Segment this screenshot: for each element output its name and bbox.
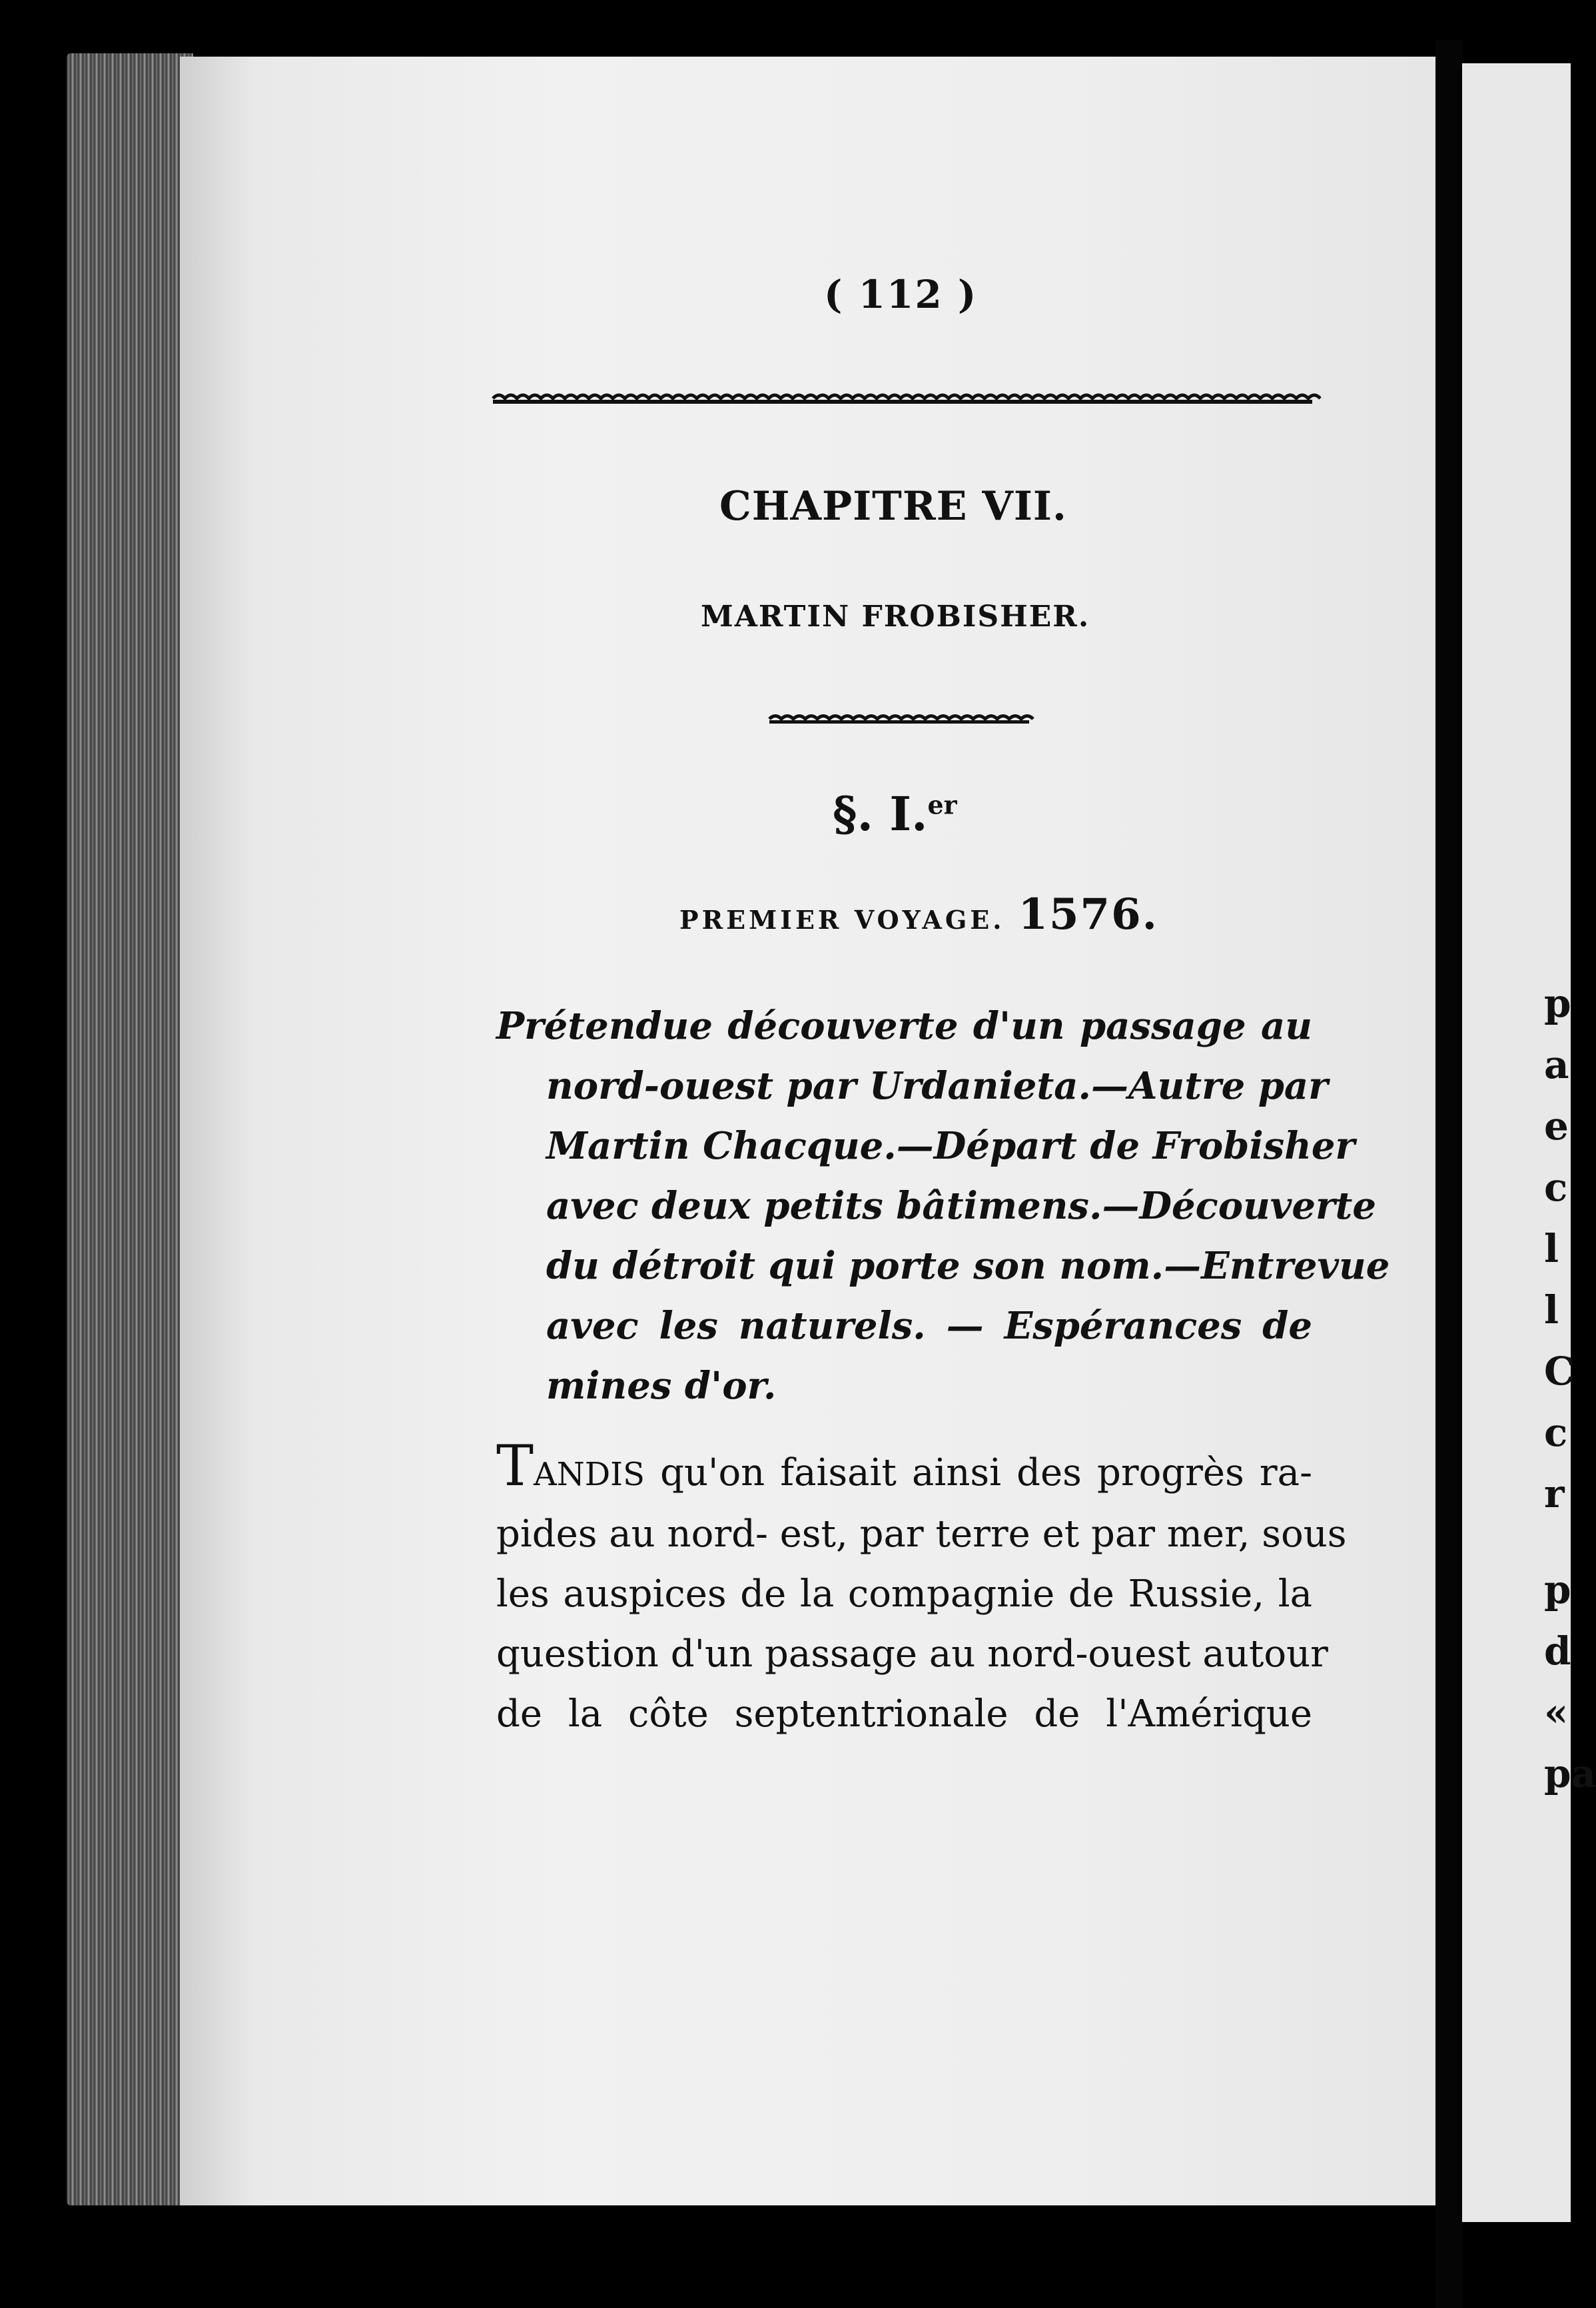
fragment-letter: p bbox=[1544, 981, 1571, 1026]
book-gutter bbox=[1435, 40, 1462, 2308]
fragment-letter: c bbox=[1544, 1410, 1568, 1455]
chapter-subtitle: MARTIN FROBISHER. bbox=[701, 600, 1090, 634]
fragment-letter: « bbox=[1544, 1690, 1569, 1735]
voyage-year: 1576. bbox=[1018, 889, 1158, 939]
section-heading bbox=[679, 889, 1158, 939]
drop-cap: T bbox=[496, 1433, 534, 1498]
body-line: les auspices de la compagnie de Russie, la bbox=[496, 1572, 1312, 1616]
section-mark-superscript: er bbox=[927, 790, 957, 820]
top-ornamental-rule bbox=[493, 388, 1312, 408]
fragment-letter: C bbox=[1544, 1349, 1575, 1394]
summary-line: mines d'or. bbox=[546, 1364, 777, 1408]
fragment-letter: a bbox=[1544, 1042, 1569, 1087]
page-stack-edges bbox=[67, 53, 193, 2205]
summary-line: nord-ouest par Urdanieta.—Autre par bbox=[546, 1064, 1328, 1108]
body-paragraph bbox=[496, 1433, 1347, 1744]
summary-line: du détroit qui porte son nom.—Entrevue bbox=[546, 1244, 1390, 1288]
section-mark-text: §. I. bbox=[833, 786, 928, 842]
fragment-letter: e bbox=[1544, 1103, 1569, 1149]
fragment-letter: l bbox=[1544, 1226, 1559, 1271]
fragment-letter: c bbox=[1544, 1165, 1568, 1210]
summary-line: Martin Chacque.—Départ de Frobisher bbox=[546, 1124, 1356, 1168]
voyage-title: PREMIER VOYAGE. bbox=[679, 905, 1005, 935]
chapter-summary bbox=[496, 996, 1390, 1416]
fragment-letter: p bbox=[1544, 1567, 1571, 1612]
fragment-letter: l bbox=[1544, 1287, 1559, 1333]
page-number: ( 112 ) bbox=[824, 272, 978, 317]
body-line: question d'un passage au nord-ouest autour bbox=[496, 1632, 1328, 1676]
adjacent-page-text-upper bbox=[1544, 973, 1575, 1524]
fragment-letter: r bbox=[1544, 1471, 1565, 1516]
small-ornamental-rule bbox=[769, 710, 1029, 730]
body-line: de la côte septentrionale de l'Amérique bbox=[496, 1692, 1312, 1736]
fragment-letter: pa bbox=[1544, 1751, 1596, 1796]
first-line-rest: qu'on faisait ainsi des progrès ra- bbox=[645, 1451, 1312, 1494]
first-word-rest: ANDIS bbox=[534, 1456, 645, 1493]
body-line-first bbox=[496, 1433, 1312, 1504]
section-number bbox=[833, 786, 957, 842]
summary-line: avec les naturels. — Espérances de bbox=[546, 1304, 1312, 1348]
adjacent-page-text-lower bbox=[1544, 1559, 1596, 1804]
summary-line: avec deux petits bâtimens.—Découverte bbox=[546, 1184, 1376, 1228]
fragment-letter: d bbox=[1544, 1628, 1571, 1674]
chapter-title: CHAPITRE VII. bbox=[719, 483, 1067, 530]
summary-line: Prétendue découverte d'un passage au bbox=[496, 1004, 1312, 1048]
body-line: pides au nord- est, par terre et par mer, sous bbox=[496, 1512, 1347, 1556]
